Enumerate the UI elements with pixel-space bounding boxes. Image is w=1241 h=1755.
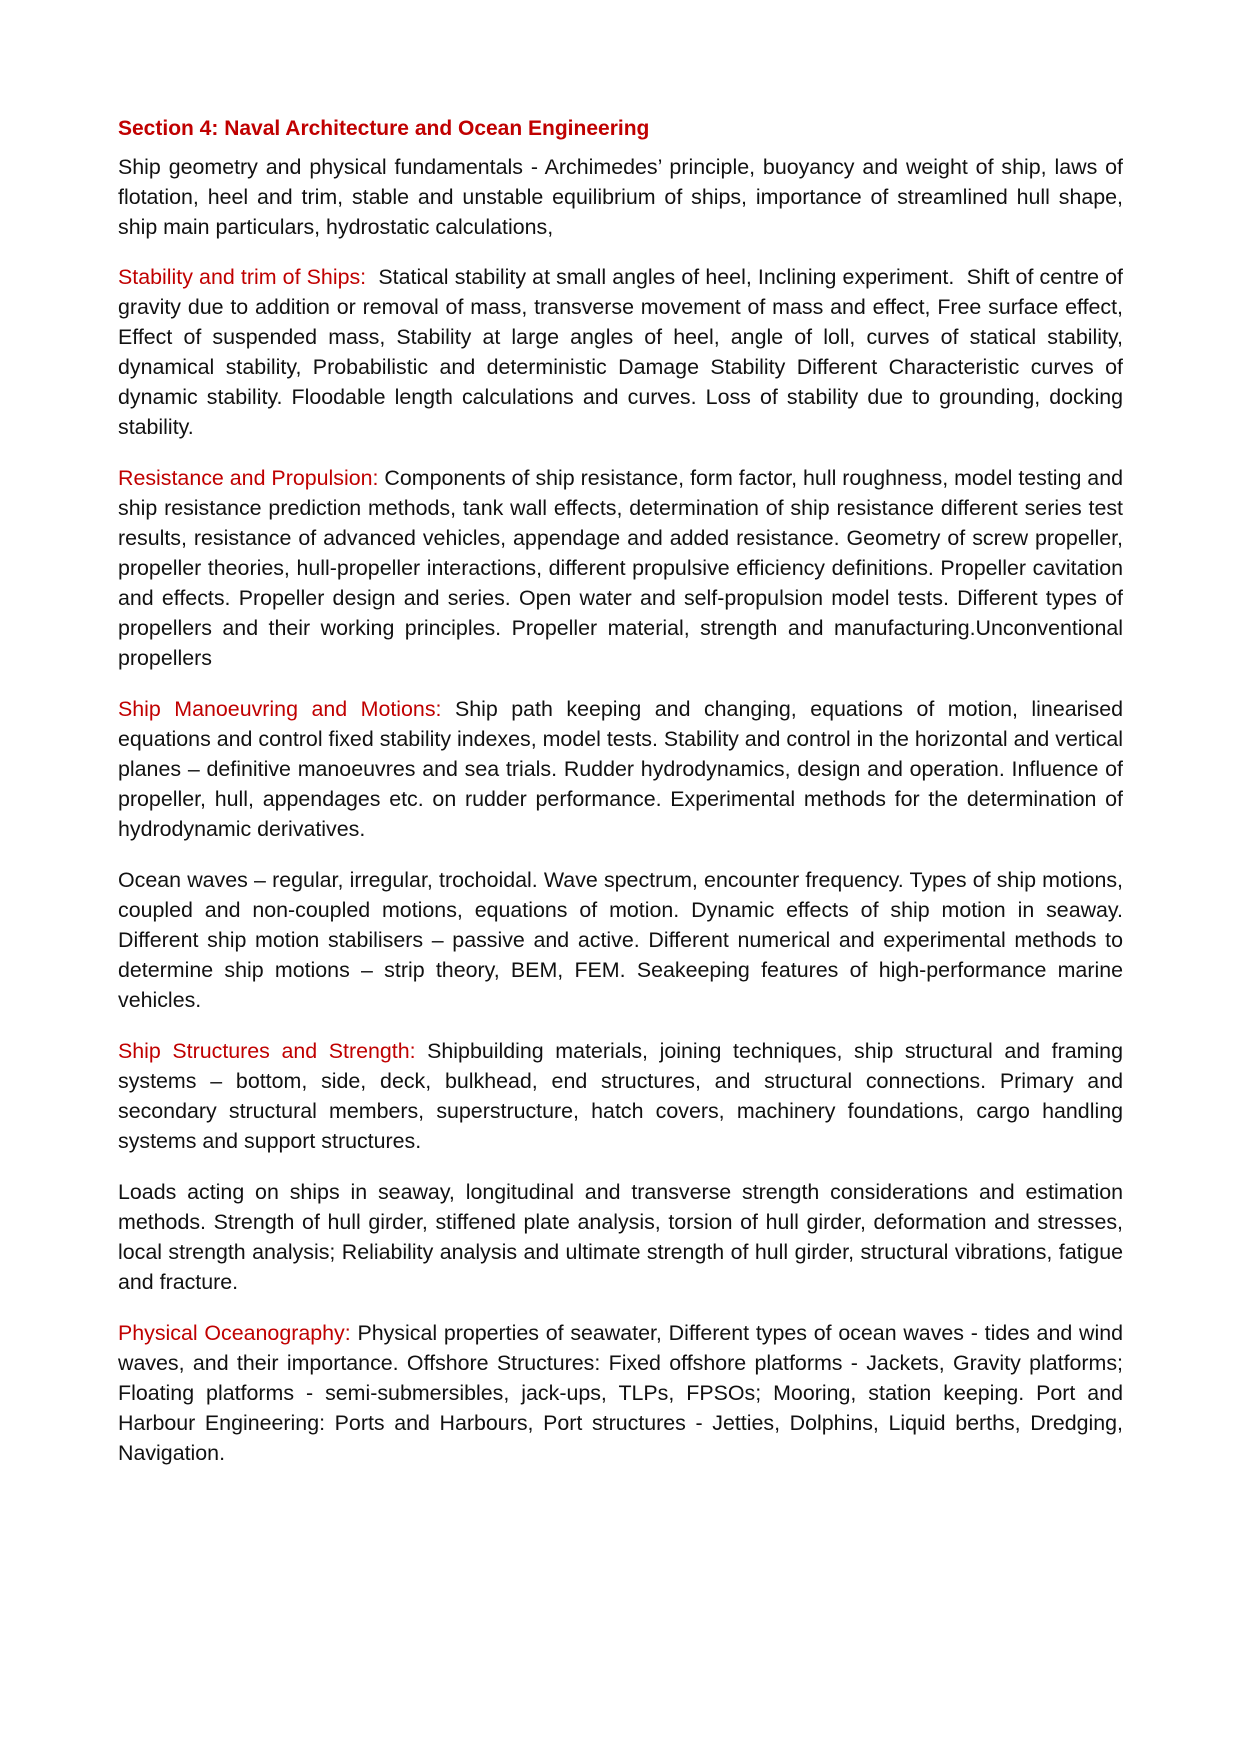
paragraph-ship-geometry xyxy=(118,152,1123,242)
paragraph-text: Loads acting on ships in seaway, longitudinal and transverse strength considerations and estimation methods. Strength of hull girder, stiffened plate analysis, torsion of hull girder, deformation and stresses, local strength analysis; Reliability analysis and ultimate strength of hull girder, structural vibrations, fatigue and fracture. xyxy=(118,1180,1123,1294)
paragraph-structures-and-strength xyxy=(118,1036,1123,1156)
section-title: Section 4: Naval Architecture and Ocean Engineering xyxy=(118,117,650,140)
paragraph-text: Ship geometry and physical fundamentals - Archimedes’ principle, buoyancy and weight of ship, laws of flotation, heel and trim, stable and unstable equilibrium of ships, importance of streamlined hull shape, ship main particulars, hydrostatic calculations, xyxy=(118,155,1123,239)
topic-heading-oceanography: Physical Oceanography: xyxy=(118,1321,351,1345)
paragraph-resistance-and-propulsion xyxy=(118,463,1123,673)
topic-heading-resistance: Resistance and Propulsion: xyxy=(118,466,379,490)
paragraph-text: Components of ship resistance, form factor, hull roughness, model testing and ship resistance prediction methods, tank wall effects, determination of ship resistance different series test results, resistance of advanced vehicles, appendage and added resistance. Geometry of screw propeller, propeller theories, hull-propeller interactions, different propulsive efficiency definitions. Propeller cavitation and effects. Propeller design and series. Open water and self-propulsion model tests. Different types of propellers and their working principles. Propeller material, strength and manufacturing.Unconventional propellers xyxy=(118,466,1123,670)
paragraph-ocean-waves xyxy=(118,865,1123,1015)
paragraph-text: Ship path keeping and changing, equations of motion, linearised equations and control fixed stability indexes, model tests. Stability and control in the horizontal and vertical planes – definitive manoeuvres and sea trials. Rudder hydrodynamics, design and operation. Influence of propeller, hull, appendages etc. on rudder performance. Experimental methods for the determination of hydrodynamic derivatives. xyxy=(118,697,1123,841)
paragraph-text: Physical properties of seawater, Different types of ocean waves - tides and wind waves, and their importance. Offshore Structures: Fixed offshore platforms - Jackets, Gravity platforms; Floating platforms - semi-submersibles, jack-ups, TLPs, FPSOs; Mooring, station keeping. Port and Harbour Engineering: Ports and Harbours, Port structures - Jetties, Dolphins, Liquid berths, Dredging, Navigation. xyxy=(118,1321,1123,1465)
paragraph-text: Statical stability at small angles of heel, Inclining experiment. Shift of centre of gravity due to addition or removal of mass, transverse movement of mass and effect, Free surface effect, Effect of suspended mass, Stability at large angles of heel, angle of loll, curves of statical stability, dynamical stability, Probabilistic and deterministic Damage Stability Different Characteristic curves of dynamic stability. Floodable length calculations and curves. Loss of stability due to grounding, docking stability. xyxy=(118,265,1129,439)
paragraph-loads-acting xyxy=(118,1177,1123,1297)
document-page xyxy=(118,114,1129,1489)
topic-heading-stability: Stability and trim of Ships: xyxy=(118,265,367,289)
paragraph-text: Ocean waves – regular, irregular, trochoidal. Wave spectrum, encounter frequency. Types of ship motions, coupled and non-coupled motions, equations of motion. Dynamic effects of ship motion in seaway. Different ship motion stabilisers – passive and active. Different numerical and experimental methods to determine ship motions – strip theory, BEM, FEM. Seakeeping features of high-performance marine vehicles. xyxy=(118,868,1123,1012)
topic-heading-structures: Ship Structures and Strength: xyxy=(118,1039,416,1063)
paragraph-physical-oceanography xyxy=(118,1318,1123,1468)
paragraph-text: Shipbuilding materials, joining techniques, ship structural and framing systems – bottom, side, deck, bulkhead, end structures, and structural connections. Primary and secondary structural members, superstructure, hatch covers, machinery foundations, cargo handling systems and support structures. xyxy=(118,1039,1123,1153)
topic-heading-manoeuvring: Ship Manoeuvring and Motions: xyxy=(118,697,442,721)
paragraph-stability-and-trim xyxy=(118,262,1129,442)
paragraph-manoeuvring-and-motions xyxy=(118,694,1123,844)
